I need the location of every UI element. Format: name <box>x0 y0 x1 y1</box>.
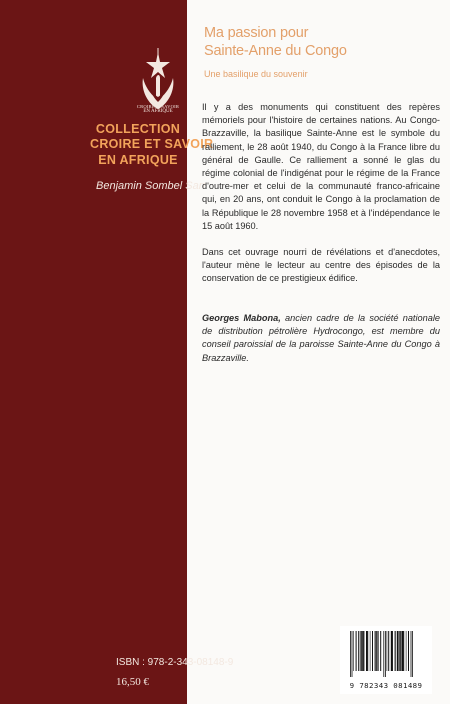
barcode-number: 9 782343 081489 <box>349 681 423 690</box>
author-bio-name: Georges Mabona, <box>202 313 281 323</box>
summary-paragraph-2: Dans cet ouvrage nourri de révélations et d'anecdotes, l'auteur mène le lecteur au centre des épisodes de la conservation de ce prestigieux édifice. <box>202 247 440 284</box>
author-bio-text: ancien cadre de la société nationale de distribution pétrolière Hydrocongo, est membre du conseil paroissial de la paroisse Sainte-Anne du Congo à Brazzaville. <box>202 313 440 363</box>
title-line-1: Ma passion pour <box>204 25 309 41</box>
logo-line-2: EN AFRIQUE <box>143 109 173 115</box>
summary-paragraph-1: Il y a des monuments qui constituent des repères mémoriels pour l'histoire de certaines nations. Au Congo-Brazzaville, la basilique Sainte-Anne est le symbole du ralliement, le 28 août 1940, du Congo à la France libre du général de Gaulle. Ce ralliement a sonné le glas du régime colonial de l'indigénat pour le régime de la France d'outre-mer et celui de la communauté franco-africaine qui, en 20 ans, ont conduit le Congo à la proclamation de la République le 28 novembre 1958 et à l'indépendance le 15 août 1960. <box>202 102 440 231</box>
logo-line-1: CROIRE & SAVOIR <box>136 104 180 109</box>
book-subtitle: Une basilique du souvenir <box>204 69 308 79</box>
logo-text <box>130 104 186 115</box>
barcode <box>349 631 427 677</box>
collection-name <box>90 122 214 168</box>
collection-line-3: EN AFRIQUE <box>98 152 178 167</box>
author-name: Benjamin Sombel Sarr <box>96 180 207 192</box>
title-line-2: Sainte-Anne du Congo <box>204 43 347 60</box>
author-bio <box>202 312 440 365</box>
book-title <box>204 24 434 60</box>
isbn: ISBN : 978-2-343-08148-9 <box>116 657 234 668</box>
collection-line-2: CROIRE ET SAVOIR <box>90 137 214 152</box>
collection-line-1: COLLECTION <box>95 122 181 136</box>
price: 16,50 € <box>116 676 149 688</box>
